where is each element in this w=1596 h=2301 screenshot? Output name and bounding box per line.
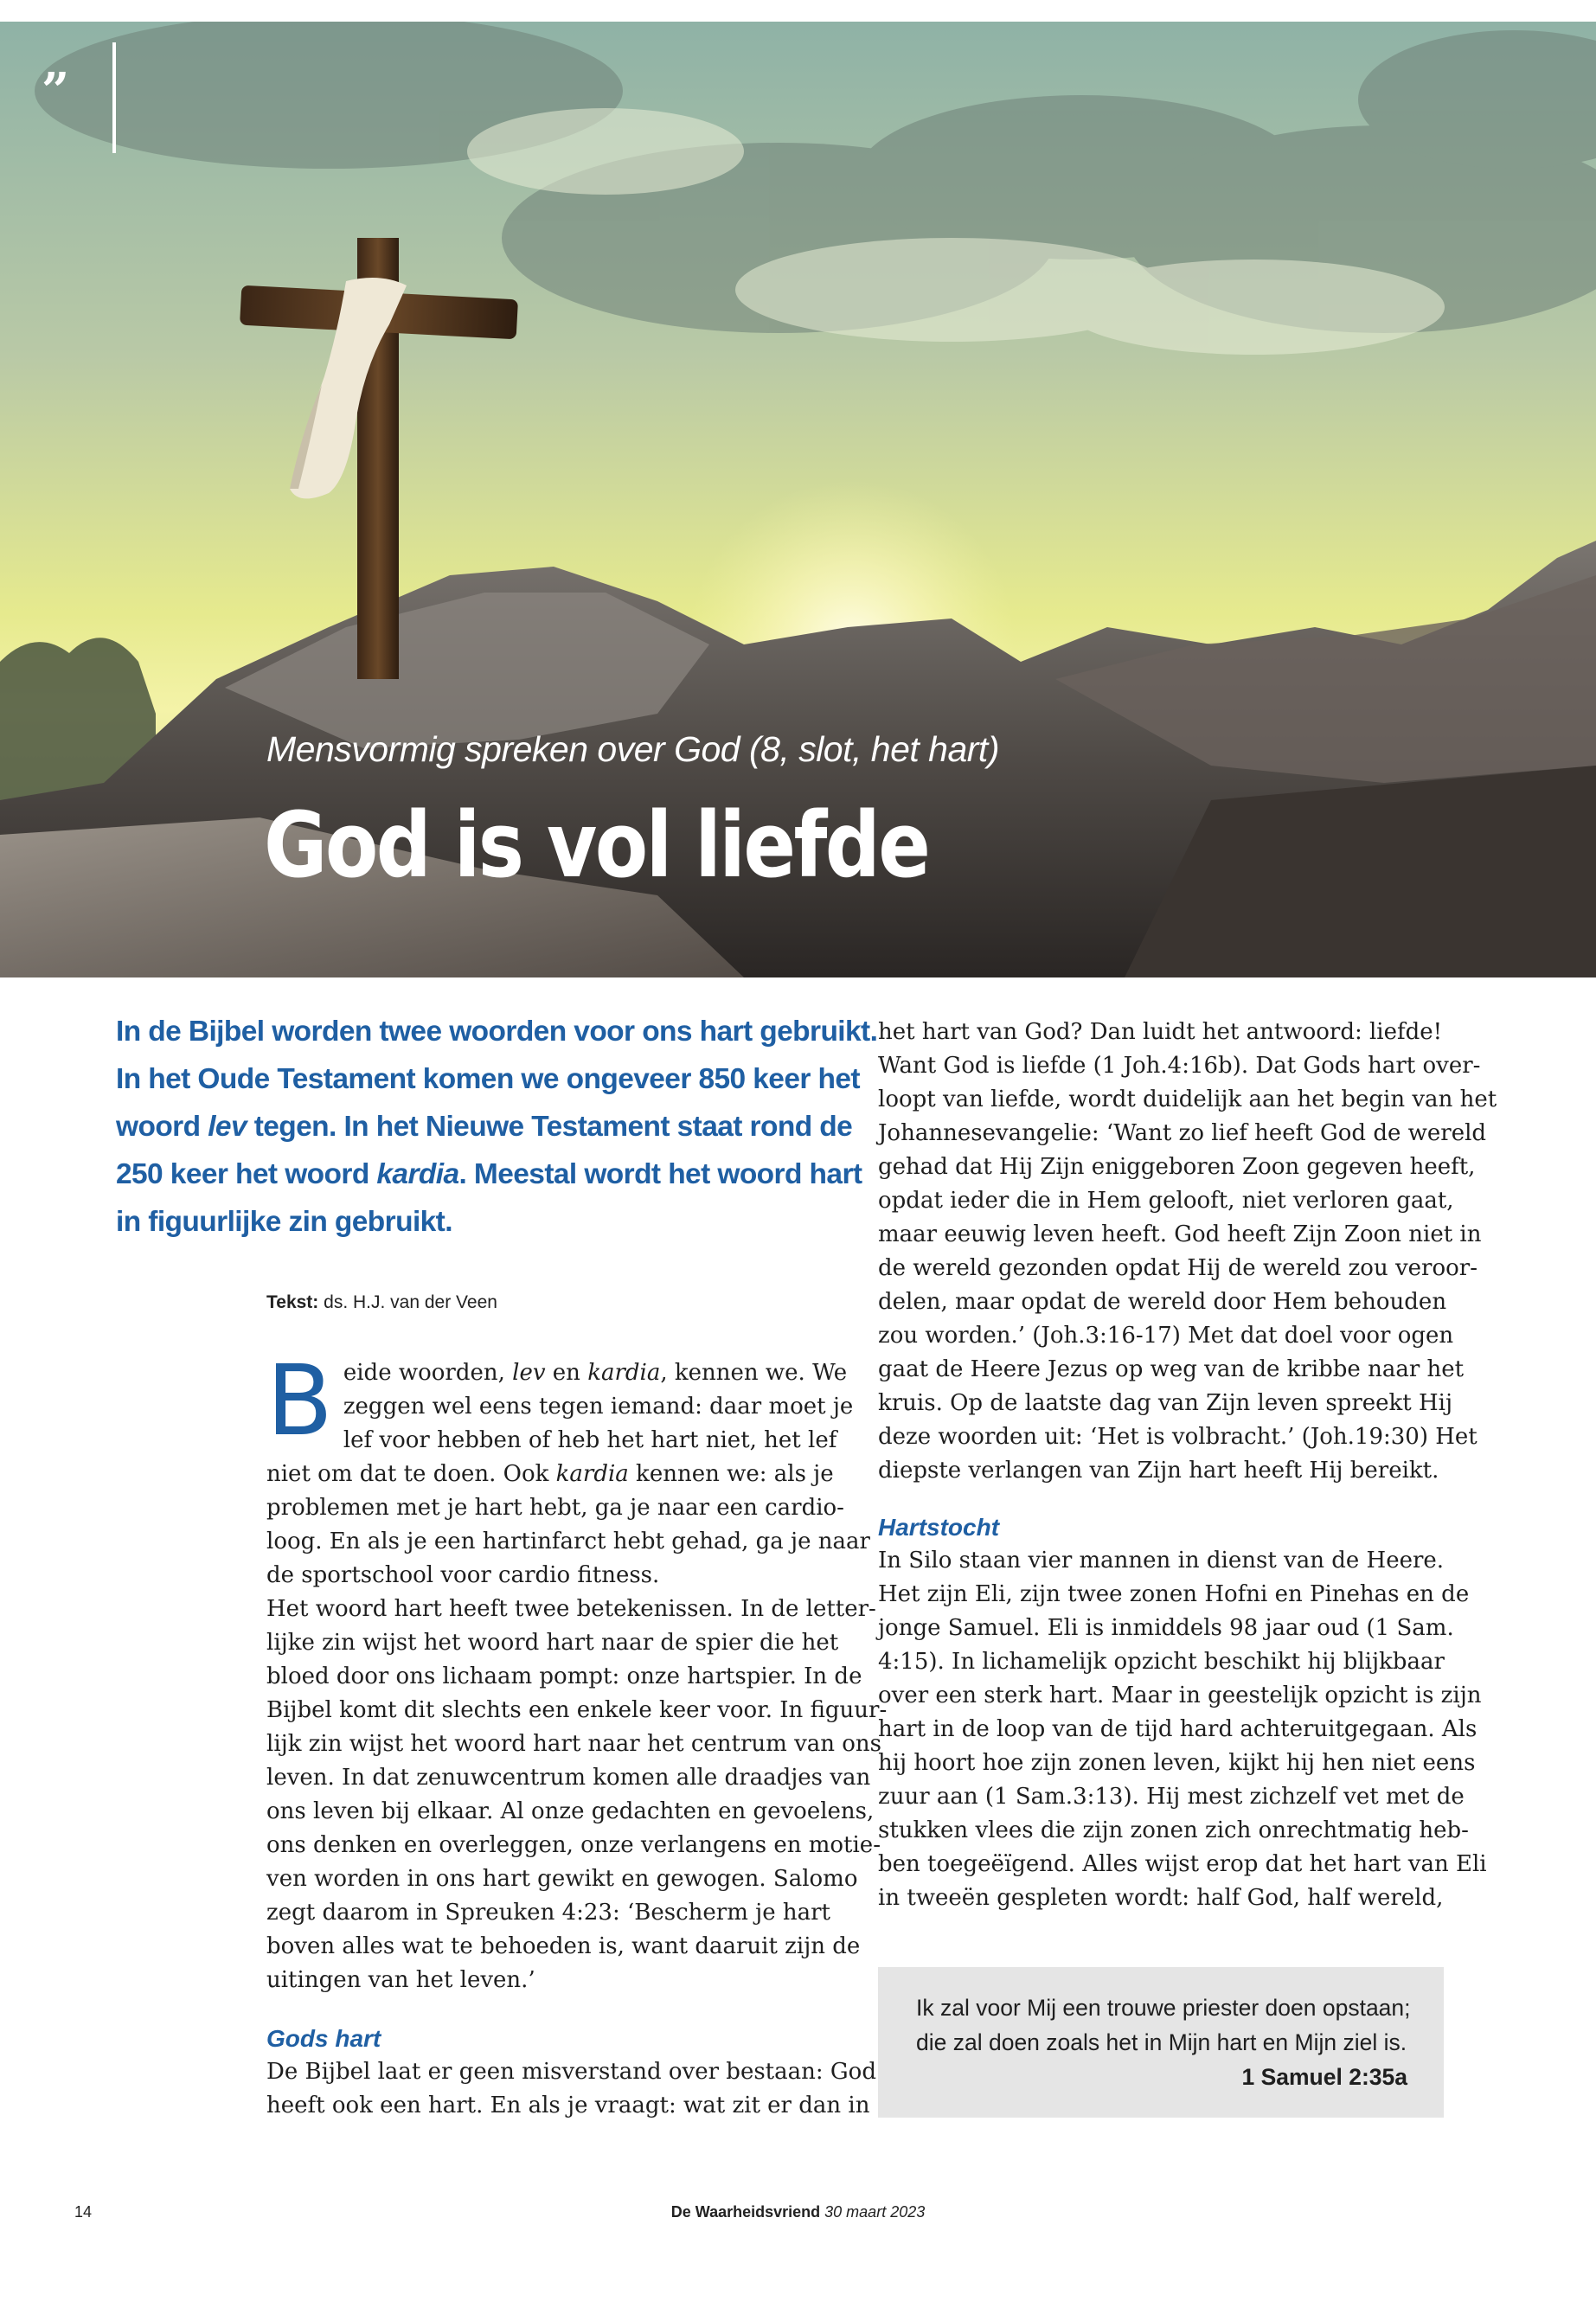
- intro-line: in figuurlijke zin gebruikt.: [116, 1206, 452, 1238]
- intro-line: In de Bijbel worden twee woorden voor ons hart gebruikt.: [116, 1016, 878, 1048]
- paragraph: In Silo staan vier mannen in dienst van de Heere. Het zijn Eli, zijn twee zonen Hofni en Pinehas en de jonge Samuel. Eli is inmiddels 98 jaar oud (1 Sam. 4:15). In lichamelijk opzicht beschikt hij blijkbaar over een sterk hart. Maar in geestelijk opzicht is zijn hart in de loop van de tijd hard achteruitgegaan. Als hij hoort hoe zijn zonen leven, kijkt hij hen niet eens zuur aan (1 Sam.3:13). Hij mest zichzelf vet met de stukken vlees die zijn zonen zich onrechtmatig heb- ben toegeëïgend. Alles wijst erop dat het hart van Eli in tweeën gespleten wordt: half God, half wereld,: [878, 1548, 1487, 1911]
- page-footer: [0, 2203, 1596, 2221]
- paragraph: De Bijbel laat er geen misverstand over bestaan: God heeft ook een hart. En als je vraagt: wat zit er dan in: [266, 2059, 876, 2118]
- page-number: 14: [74, 2203, 93, 2221]
- issue-date: 30 maart 2023: [824, 2203, 926, 2221]
- paragraph: het hart van God? Dan luidt het antwoord: liefde! Want God is liefde (1 Joh.4:16b). Dat Gods hart over- loopt van liefde, wordt duidelijk aan het begin van het Johannesevangelie: ‘Want zo lief heeft God de wereld gehad dat Hij Zijn eniggeboren Zoon gegeven heeft, opdat ieder die in Hem gelooft, niet verloren gaat, maar eeuwig leven heeft. God heeft Zijn Zoon niet in de wereld gezonden opdat Hij de wereld zou veroor- delen, maar opdat de wereld door Hem behouden zou worden.’ (Joh.3:16-17) Met dat doel voor ogen gaat de Heere Jezus op weg van de kribbe naar het kruis. Op de laatste dag van Zijn leven spreekt Hij deze woorden uit: ‘Het is volbracht.’ (Joh.19:30) Het diepste verlangen van Zijn hart heeft Hij bereikt.: [878, 1019, 1497, 1484]
- intro-line: 250 keer het woord kardia. Meestal wordt het woord hart: [116, 1158, 862, 1190]
- series-subtitle: Mensvormig spreken over God (8, slot, het hart): [266, 729, 999, 769]
- intro-line: In het Oude Testament komen we ongeveer 850 keer het: [116, 1063, 860, 1095]
- quote-mark-icon: ”: [42, 62, 70, 119]
- scripture-quote-box: [878, 1967, 1444, 2118]
- quote-reference: 1 Samuel 2:35a: [1241, 2064, 1407, 2090]
- subheading-hartstocht: Hartstocht: [878, 1514, 1000, 1541]
- magazine-name: De Waarheidsvriend: [670, 2203, 821, 2221]
- top-divider-rule: [112, 42, 116, 153]
- byline-author: ds. H.J. van der Veen: [324, 1292, 497, 1312]
- quote-line: Ik zal voor Mij een trouwe priester doen opstaan;: [916, 1995, 1411, 2021]
- body-column-right: [878, 1016, 1497, 1915]
- paragraph: Het woord hart heeft twee betekenissen. In de letter- lijke zin wijst het woord hart naar de spier die het bloed door ons lichaam pompt: onze hartspier. In de Bijbel komt dit slechts een enkele keer voor. In figuur- lijk zin wijst het woord hart naar het centrum van ons leven. In dat zenuwcentrum komen alle draadjes van ons leven bij elkaar. Al onze gedachten en gevoelens, ons denken en overleggen, onze verlangens en motie- ven worden in ons hart gewikt en gewogen. Salomo zegt daarom in Spreuken 4:23: ‘Bescherm je hart boven alles wat te behoeden is, want daaruit zijn de uitingen van het leven.’: [266, 1596, 888, 1993]
- author-byline: [266, 1292, 497, 1313]
- article-intro: [116, 1008, 878, 1246]
- body-column-left: [266, 1345, 888, 2123]
- quote-line: die zal doen zoals het in Mijn hart en Mijn ziel is.: [916, 2029, 1407, 2055]
- drop-cap: B: [266, 1345, 333, 1458]
- subheading-gods-hart: Gods hart: [266, 2025, 381, 2052]
- hero-image: [0, 22, 1596, 977]
- paragraph: B eide woorden, lev en kardia, kennen we. We zeggen wel eens tegen iemand: daar moet je lef voor hebben of heb het hart niet, het lef niet om dat te doen. Ook kardia kennen we: als je problemen met je hart hebt, ga je naar een cardio- loog. En als je een hartinfarct hebt gehad, ga je naar de sportschool voor cardio fitness.: [266, 1345, 870, 1588]
- byline-label: Tekst:: [266, 1292, 319, 1312]
- article-title: God is vol liefde: [264, 792, 929, 898]
- intro-line: woord lev tegen. In het Nieuwe Testament staat rond de: [116, 1111, 853, 1143]
